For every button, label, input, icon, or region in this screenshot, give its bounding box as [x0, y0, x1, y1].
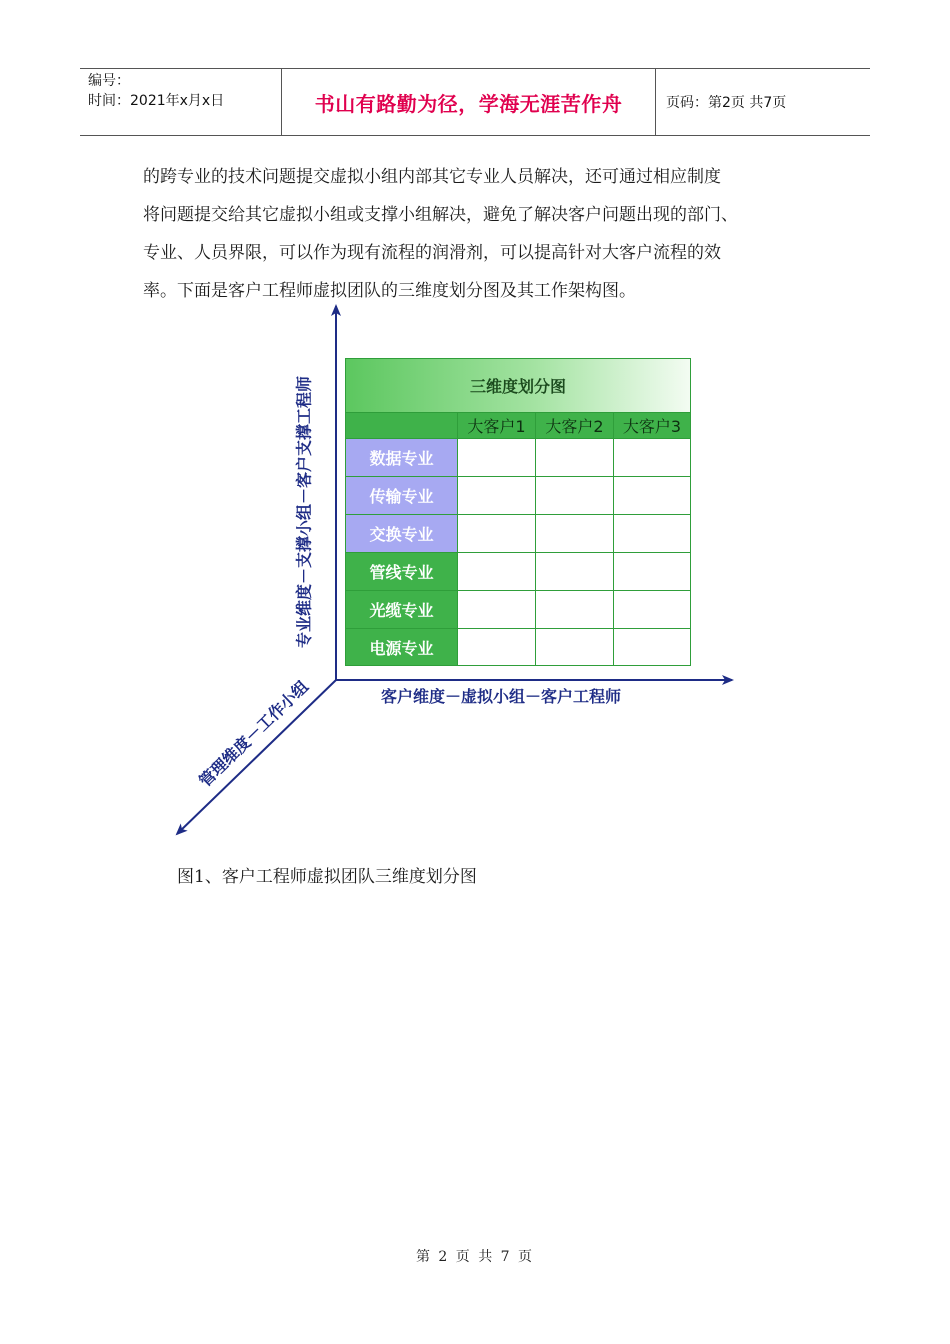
y-axis-label: 专业维度－支撑小组－客户支撑工程师 [294, 375, 314, 649]
header-time-label: 时间：2021年x月x日 [88, 93, 225, 109]
grid-cell [614, 553, 690, 591]
paragraph-line: 率。下面是客户工程师虚拟团队的三维度划分图及其工作架构图。 [143, 281, 636, 301]
dimension-grid [345, 358, 691, 666]
grid-cell [614, 515, 690, 553]
grid-cell [536, 629, 614, 665]
z-axis [177, 680, 336, 834]
page-footer: 第 2 页 共 7 页 [415, 1249, 535, 1265]
grid-cell [458, 439, 536, 477]
grid-cell [458, 477, 536, 515]
row-header: 传输专业 [346, 477, 458, 515]
paragraph-line: 的跨专业的技术问题提交虚拟小组内部其它专业人员解决，还可通过相应制度 [143, 167, 721, 187]
grid-cell [536, 515, 614, 553]
paragraph-line: 专业、人员界限，可以作为现有流程的润滑剂，可以提高针对大客户流程的效 [143, 243, 721, 263]
grid-cell [614, 439, 690, 477]
grid-cell [614, 629, 690, 665]
row-header: 电源专业 [346, 629, 458, 665]
z-axis-label: 管理维度－工作小组 [195, 676, 313, 791]
column-header: 大客户3 [614, 413, 690, 439]
paragraph-line: 将问题提交给其它虚拟小组或支撑小组解决，避免了解决客户问题出现的部门、 [143, 205, 738, 225]
grid-cell [536, 553, 614, 591]
row-header: 交换专业 [346, 515, 458, 553]
figure-caption: 图1、客户工程师虚拟团队三维度划分图 [177, 867, 477, 887]
header-motto: 书山有路勤为径，学海无涯苦作舟 [282, 69, 656, 135]
grid-cell [458, 591, 536, 629]
grid-cell [458, 629, 536, 665]
grid-cell [614, 477, 690, 515]
grid-cell [536, 477, 614, 515]
row-header: 管线专业 [346, 553, 458, 591]
grid-cell [536, 439, 614, 477]
column-header: 大客户1 [458, 413, 536, 439]
row-header: 光缆专业 [346, 591, 458, 629]
column-header: 大客户2 [536, 413, 614, 439]
x-axis-label: 客户维度－虚拟小组－客户工程师 [381, 687, 622, 706]
grid-title: 三维度划分图 [346, 359, 690, 413]
row-header: 数据专业 [346, 439, 458, 477]
grid-cell [614, 591, 690, 629]
header-page-label: 页码：第2页 共7页 [666, 95, 787, 111]
grid-cell [536, 591, 614, 629]
grid-corner [346, 413, 458, 439]
grid-cell [458, 553, 536, 591]
header-number-label: 编号： [88, 73, 130, 89]
grid-cell [458, 515, 536, 553]
